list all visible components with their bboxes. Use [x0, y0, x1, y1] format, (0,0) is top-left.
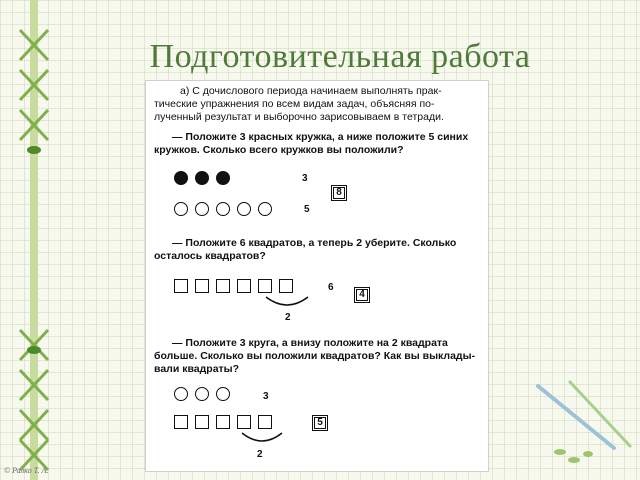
empty-circle: [258, 202, 272, 216]
filled-circle: [174, 171, 188, 185]
task3-line-1: — Положите 3 круга, а внизу положите на 2 квадрата: [172, 337, 448, 349]
empty-circles-row: [174, 202, 279, 216]
circles-row-3: [174, 387, 237, 401]
task1-line-2: кружков. Сколько всего кружков вы положили?: [154, 144, 404, 156]
task3-answer-box: 5: [312, 415, 328, 431]
square: [195, 279, 209, 293]
empty-circle: [174, 387, 188, 401]
squares-row-6: [174, 279, 300, 293]
square: [174, 415, 188, 429]
square: [174, 279, 188, 293]
task2-line-2: осталось квадратов?: [154, 250, 266, 262]
task2-brace: [264, 295, 310, 309]
task2-line-1: — Положите 6 квадратов, а теперь 2 уберите. Сколько: [172, 237, 457, 249]
empty-circle: [174, 202, 188, 216]
square: [279, 279, 293, 293]
intro-line-3: лученный результат и выборочно зарисовываем в тетради.: [154, 111, 444, 123]
task1-answer-box: 8: [331, 185, 347, 201]
intro-text: [154, 85, 480, 124]
decorative-ribbon: [14, 0, 54, 480]
empty-circle: [195, 387, 209, 401]
slide-title: Подготовительная работа: [149, 38, 531, 75]
task1-text: [154, 131, 480, 157]
filled-circle: [216, 171, 230, 185]
intro-line-1: а) С дочислового периода начинаем выполнять прак-: [180, 85, 442, 97]
task2-answer-box: 4: [354, 287, 370, 303]
squares-row-5: [174, 415, 279, 429]
task2-text: [154, 237, 480, 263]
decorative-pens: [530, 380, 640, 470]
task3-count-top: 3: [263, 391, 269, 402]
square: [237, 279, 251, 293]
copyright-footer: © Ралко Т. А.: [4, 466, 49, 475]
empty-circle: [216, 387, 230, 401]
task1-line-1: — Положите 3 красных кружка, а ниже положите 5 синих: [172, 131, 469, 143]
empty-circle: [195, 202, 209, 216]
task3-line-3: вали квадраты?: [154, 363, 240, 375]
task1-count-top: 3: [302, 173, 308, 184]
filled-circle: [195, 171, 209, 185]
empty-circle: [216, 202, 230, 216]
task3-text: [154, 337, 480, 376]
filled-circles-row: [174, 171, 237, 185]
task1-count-bottom: 5: [304, 204, 310, 215]
square: [258, 415, 272, 429]
task3-brace: [240, 431, 284, 445]
square: [195, 415, 209, 429]
task2-count: 6: [328, 282, 334, 293]
square: [216, 279, 230, 293]
intro-line-2: тические упражнения по всем видам задач, объясняя по-: [154, 98, 435, 110]
empty-circle: [237, 202, 251, 216]
task2-removed: 2: [285, 312, 291, 323]
task3-line-2: больше. Сколько вы положили квадратов? Как вы выклады-: [154, 350, 476, 362]
square: [237, 415, 251, 429]
textbook-page: [145, 80, 489, 472]
square: [216, 415, 230, 429]
task3-extra: 2: [257, 449, 263, 460]
square: [258, 279, 272, 293]
